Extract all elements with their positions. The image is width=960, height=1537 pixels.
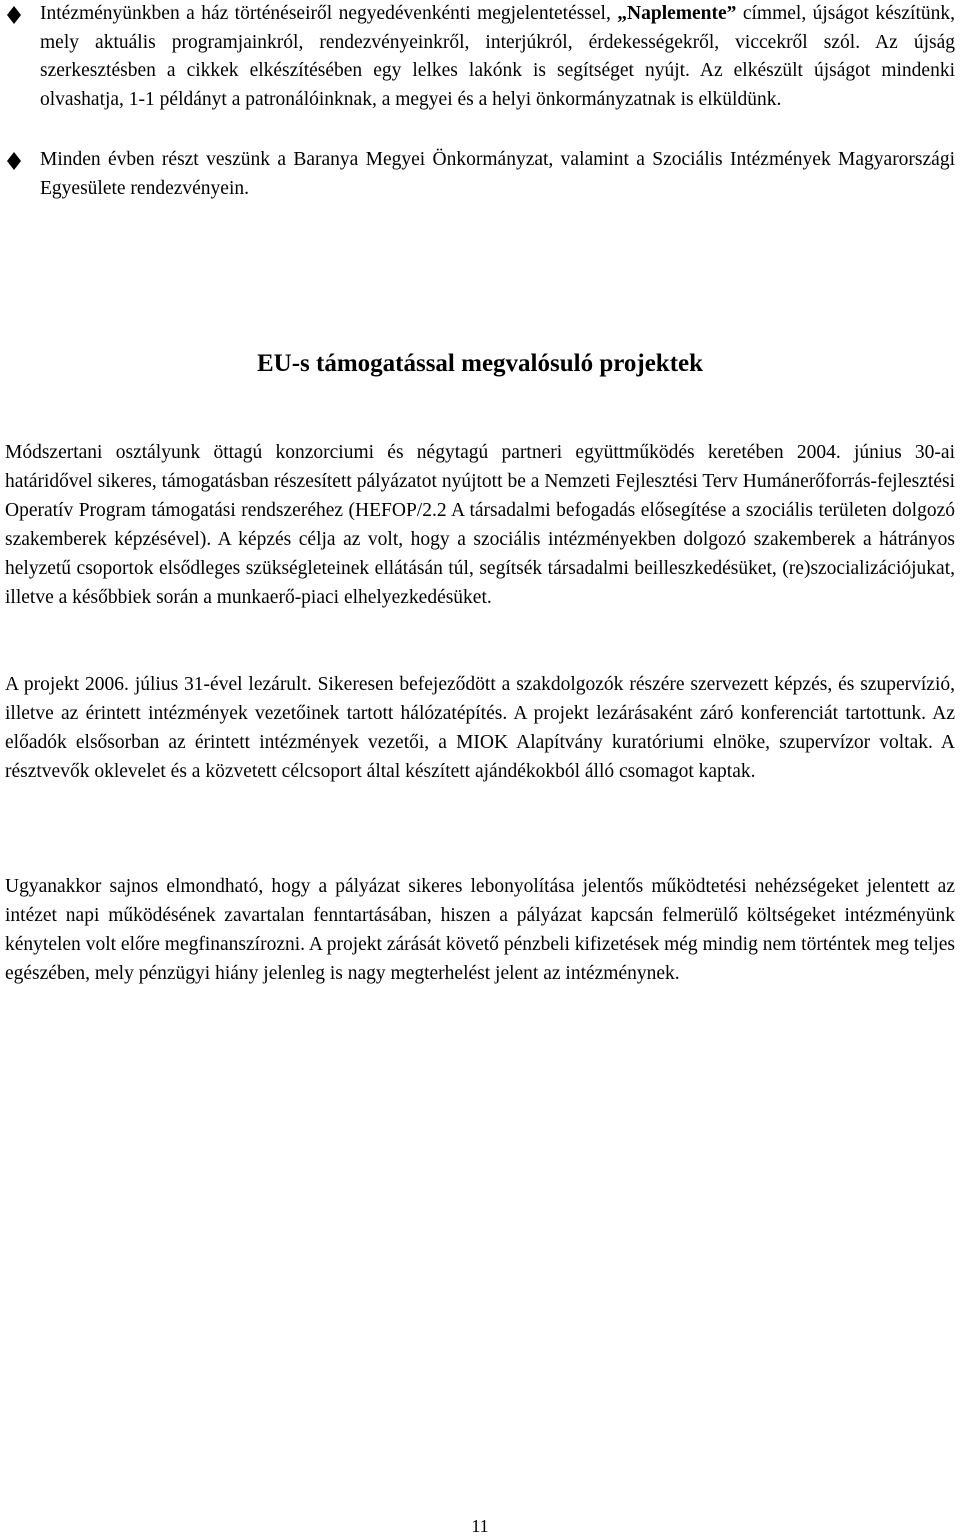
paragraph-project-closing: A projekt 2006. július 31-ével lezárult. Sikeresen befejeződött a szakdolgozók részére szervezett képzés, és szupervízió, illetve az érintett intézmények vezetőinek tartott hálózatépítés. A projekt lezárásaként záró konferenciát tartottunk. Az előadók elsősorban az érintett intézmények vezetői, a MIOK Alapítvány kuratóriumi elnöke, szupervízor voltak. A résztvevők oklevelet és a közvetett célcsoport által készített ajándékokból álló csomagot kaptak. <box>5 674 955 782</box>
diamond-bullet-icon <box>6 152 22 170</box>
diamond-bullet-icon <box>6 6 22 24</box>
newspaper-title: „Naplemente” <box>617 3 737 24</box>
bullet-text: Minden évben részt veszünk a Baranya Megyei Önkormányzat, valamint a Szociális Intézmények Magyarországi Egyesülete rendezvényein. <box>40 149 955 199</box>
paragraph-funding-issues: Ugyanakkor sajnos elmondható, hogy a pályázat sikeres lebonyolítása jelentős működtetési nehézségeket jelentett az intézet napi működésének zavartalan fenntartásában, hiszen a pályázat kapcsán felmerülő költségeket intézményünk kénytelen volt előre megfinanszírozni. A projekt zárását követő pénzbeli kifizetések még mindig nem történtek meg teljes egészében, mely pénzügyi hiány jelenleg is nagy megterhelést jelent az intézménynek. <box>5 876 955 984</box>
paragraph-project-intro: Módszertani osztályunk öttagú konzorciumi és négytagú partneri együttműködés keretében 2004. június 30-ai határidővel sikeres, támogatásban részesített pályázatot nyújtott be a Nemzeti Fejlesztési Terv Humánerőforrás-fejlesztési Operatív Program támogatási rendszeréhez (HEFOP/2.2 A társadalmi befogadás elősegítése a szociális területen dolgozó szakemberek képzésével). A képzés célja az volt, hogy a szociális intézményekben dolgozó szakemberek a hátrányos helyzetű csoportok elsődleges szükségleteinek ellátásán túl, segítsék társadalmi beilleszkedésüket, (re)szocializációjukat, illetve a későbbiek során a munkaerő-piaci elhelyezkedésüket. <box>5 442 955 608</box>
section-heading: EU-s támogatással megvalósuló projektek <box>256 350 704 377</box>
bullet-text: Intézményünkben a ház történéseiről negyedévenkénti megjelentetéssel, „Naplemente” címmel, újságot készítünk, mely aktuális programjainkról, rendezvényeinkről, interjúkról, érdekességekről, viccekről szól. Az újság szerkesztésben a cikkek elkészítésében egy lelkes lakónk is segítséget nyújt. Az elkészült újságot mindenki olvashatja, 1-1 példányt a patronálóinknak, a megyei és a helyi önkormányzatnak is elküldünk. <box>40 3 956 110</box>
page-number: 11 <box>471 1516 489 1536</box>
